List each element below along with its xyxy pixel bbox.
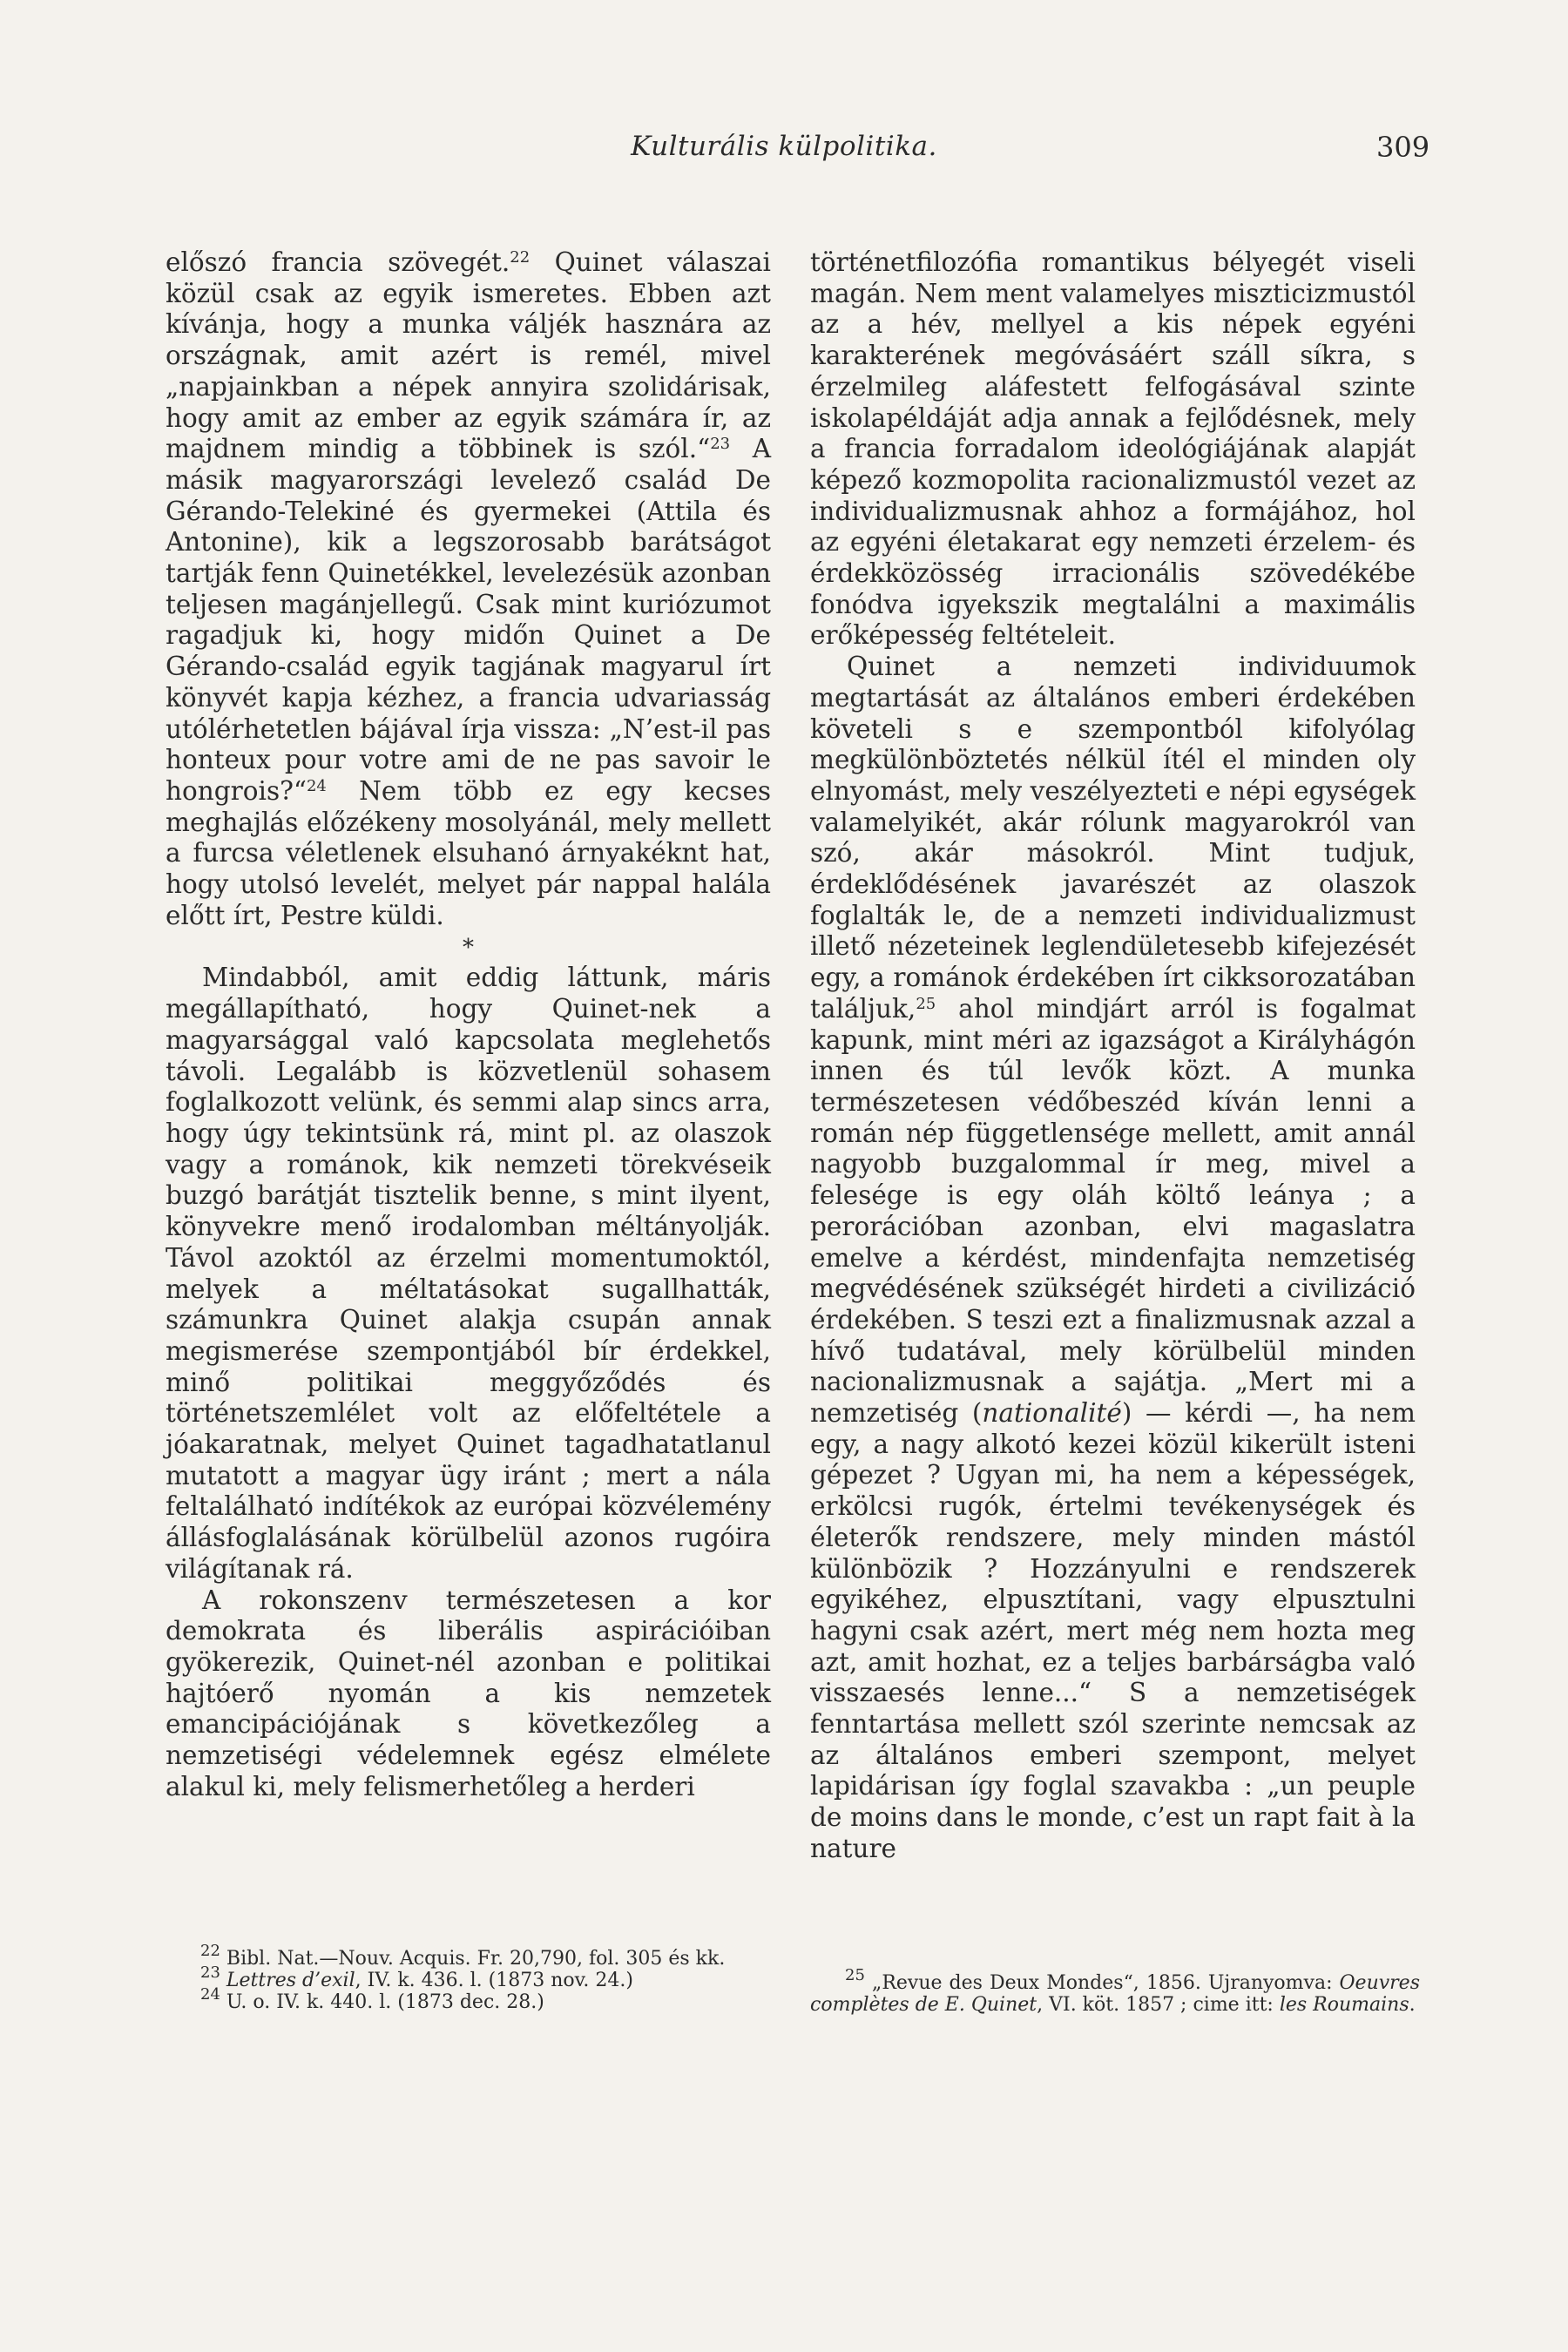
running-header-title: Kulturális külpolitika. [631, 131, 937, 162]
footnote-number: 24 [200, 1985, 220, 2004]
right-column [810, 247, 1416, 1865]
text-span: Quinet válaszai közül csak az egyik ismeretes. Ebben azt kívánja, hogy a munka váljék hasznára az országnak, amit azért is remél, mivel „napjainkban a népek annyira szolidárisak, hogy amit az ember az egyik számára ír, az majdnem mindig a többinek is szól.“ [166, 247, 771, 464]
text-span: A másik magyarországi levelező család De Gérando-Telekiné és gyermekei (Attila és Antonine), kik a legszorosabb barátságot tartják fenn Quinetékkel, levelezésük azonban teljesen magánjellegű. Csak mint kuriózumot ragadjuk ki, hogy midőn Quinet a De Gérando-család egyik tagjának magyarul írt könyvét kapja kézhez, a francia udvariasság utólérhetetlen bájával írja vissza: „N’est-il pas honteux pour votre ami de ne pas savoir le hongrois?“ [166, 434, 771, 806]
footnote-ref-23: 23 [710, 435, 731, 454]
footnote-number: 22 [200, 1942, 220, 1960]
text-span: Quinet a nemzeti individuumok megtartását az általános emberi érdekében követeli s e szempontból kifolyólag megkülönböztetés nélkül ítél el minden oly elnyomást, mely veszélyezteti e népi egységek valamelyikét, akár rólunk magyarokról van szó, akár másokról. Mint tudjuk, érdeklődésének javarészét az olaszok foglalták le, de a nemzeti individualizmust illető nézeteinek leglendületesebb kifejezését egy, a románok érdekében írt cikksorozatában találjuk, [810, 652, 1416, 1024]
text-span: , VI. köt. 1857 ; cime itt: [1037, 1994, 1280, 2016]
text-span: U. o. IV. k. 440. l. (1873 dec. 28.) [220, 1991, 544, 2013]
text-span: . [1409, 1994, 1416, 2016]
footnote-ref-22: 22 [510, 248, 531, 267]
right-paragraph-1: történetfilozófia romantikus bélyegét viseli magán. Nem ment valamelyes miszticizmustól az a hév, mellyel a kis népek egyéni karakterének megóvásáért száll síkra, s érzelmileg aláfestett felfogásával szinte iskolapéldáját adja annak a fejlődésnek, mely a francia forradalom ideológiájának alapját képező kozmopolita racionalizmustól vezet az individualizmusnak ahhoz a formájához, hol az egyéni életakarat egy nemzeti érzelem- és érdekközösség irracionális szövedékébe fonódva igyekszik megtalálni a maximális erőképesség feltételeit. [810, 247, 1416, 651]
footnote-22 [166, 1942, 775, 1970]
page-number: 309 [1376, 131, 1430, 164]
text-span: Nem több ez egy kecses meghajlás előzékeny mosolyánál, mely mellett a furcsa véletlenek elsuhanó árnyakéknt hat, hogy utolsó levelét, melyet pár nappal halála előtt írt, Pestre küldi. [166, 775, 771, 930]
italic-title: Lettres d’exil [220, 1970, 355, 1991]
footnote-24 [166, 1985, 775, 2013]
left-column [166, 247, 771, 1802]
text-span: , IV. k. 436. l. (1873 nov. 24.) [355, 1970, 633, 1991]
footnote-ref-24: 24 [306, 776, 327, 795]
footnote-25 [810, 1966, 1420, 2016]
right-paragraph-2 [810, 652, 1416, 1864]
italic-term: nationalité [982, 1398, 1122, 1429]
left-paragraph-1 [166, 247, 771, 931]
left-paragraph-3: A rokonszenv természetesen a kor demokrata és liberális aspirációiban gyökerezik, Quinet-nél azonban e politikai hajtóerő nyomán a kis nemzetek emancipációjának s következőleg a nemzetiségi védelemnek egész elmélete alakul ki, mely felismerhetőleg a herderi [166, 1585, 771, 1801]
italic-title: Oeuvres complètes de E. Quinet [810, 1972, 1420, 2016]
text-span: előszó francia szövegét. [166, 247, 510, 277]
footnote-number: 23 [200, 1963, 220, 1982]
text-span: Bibl. Nat.—Nouv. Acquis. Fr. 20,790, fol. 305 és kk. [220, 1948, 726, 1970]
italic-title: les Roumains [1279, 1994, 1409, 2016]
footnote-number: 25 [845, 1966, 865, 1984]
left-paragraph-2: Mindabból, amit eddig láttunk, máris megállapítható, hogy Quinet-nek a magyarsággal való kapcsolata meglehetős távoli. Legalább is közvetlenül sohasem foglalkozott velünk, és semmi alap sincs arra, hogy úgy tekintsünk rá, mint pl. az olaszok vagy a románok, kik nemzeti törekvéseik buzgó barátját tisztelik benne, s mint ilyent, könyvekre menő irodalomban méltányolják. Távol azoktól az érzelmi momentumoktól, melyek a méltatásokat sugallhatták, számunkra Quinet alakja csupán annak megismerése szempontjából bír érdekkel, minő politikai meggyőződés és történetszemlélet volt az előfeltétele a jóakaratnak, melyet Quinet tagadhatatlanul mutatott a magyar ügy iránt ; mert a nála feltalálható indítékok az európai közvélemény állásfoglalásának körülbelül azonos rugóira világítanak rá. [166, 963, 771, 1584]
footnote-23 [166, 1963, 775, 1991]
footnotes-right [810, 1966, 1420, 2016]
footnote-ref-25: 25 [916, 994, 936, 1013]
text-span: ahol mindjárt arról is fogalmat kapunk, mint méri az igazságot a Királyhágón innen és túl levők közt. A munka természetesen védőbeszéd kíván lenni a román nép függetlensége mellett, amit annál nagyobb buzgalommal ír meg, mivel a felesége is egy oláh költő leánya ; a perorációban azonban, elvi magaslatra emelve a kérdést, mindenfajta nemzetiség megvédésének szükségét hirdeti a civilizáció érdekében. S teszi ezt a finalizmusnak azzal a hívő tudatával, mely körülbelül minden nacionalizmusnak a sajátja. „Mert mi a nemzetiség ( [810, 993, 1416, 1429]
text-span: ) — kérdi —, ha nem egy, a nagy alkotó kezei közül kikerült isteni gépezet ? Ugyan mi, ha nem a képességek, erkölcsi rugók, értelmi tevékenységek és életerők rendszere, mely minden mástól különbözik ? Hozzányulni e rendszerek egyikéhez, elpusztítani, vagy elpusztulni hagyni csak azért, mert még nem hozta meg azt, amit hozhat, ez a teljes barbárságba való visszaesés lenne...“ S a nemzetiségek fenntartása mellett szól szerinte nemcsak az az általános emberi szempont, melyet lapidárisan így foglal szavakba : „un peuple de moins dans le monde, c’est un rapt fait à la nature [810, 1398, 1416, 1863]
section-separator: * [463, 935, 474, 962]
footnotes-left [166, 1942, 775, 2013]
text-span: „Revue des Deux Mondes“, 1856. Ujranyomva: [864, 1972, 1340, 1994]
